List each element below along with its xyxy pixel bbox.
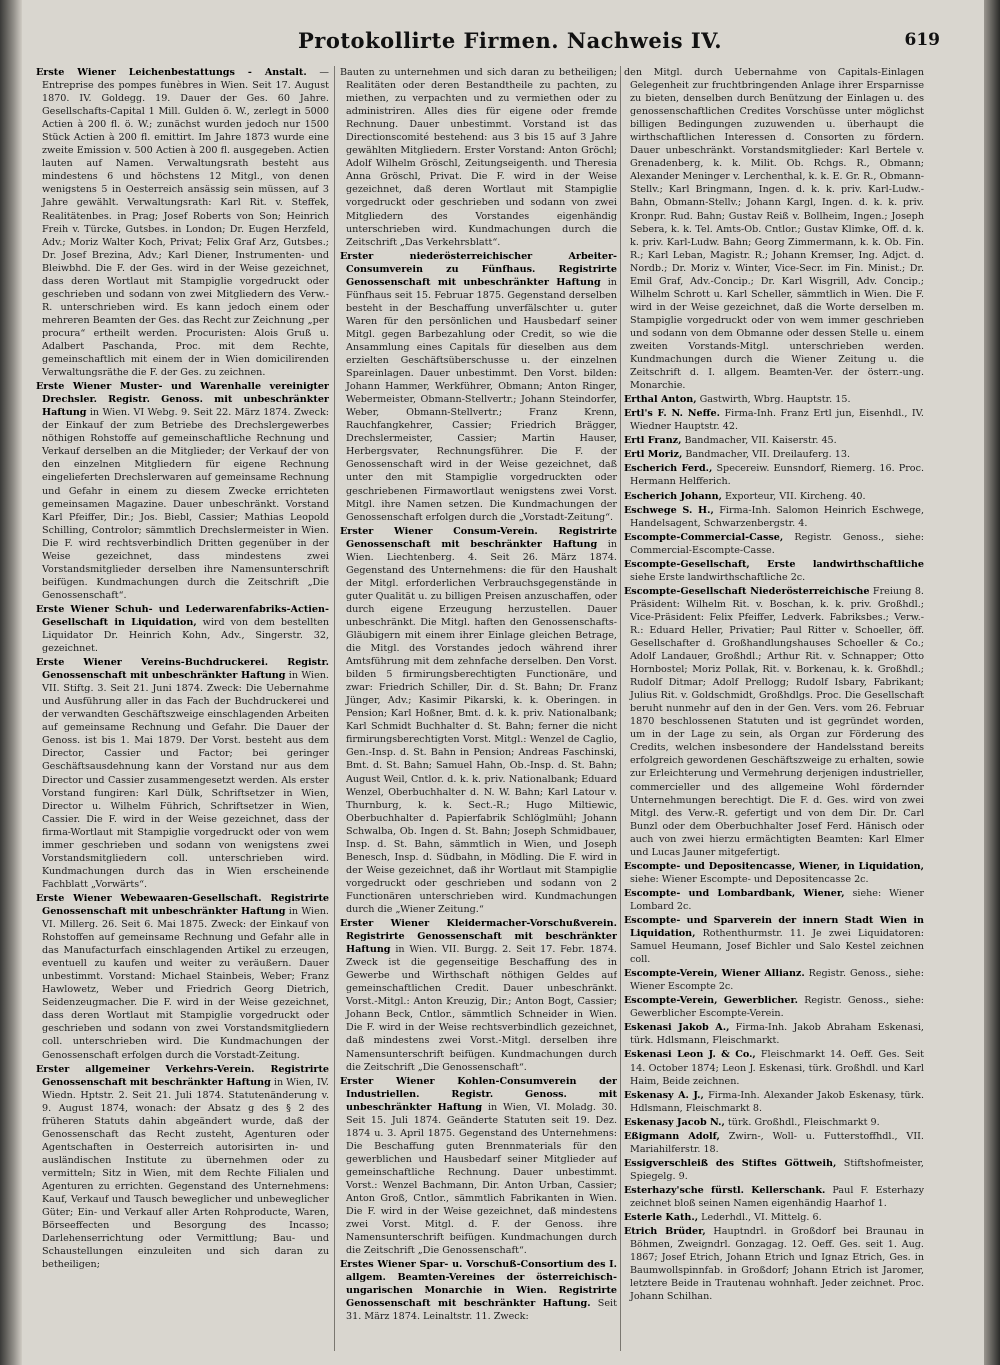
directory-entry bbox=[624, 860, 924, 886]
column-1 bbox=[36, 66, 329, 1356]
entry-heading: Eskenasi Jakob A., bbox=[624, 1022, 730, 1034]
entry-heading: Escompte- und Depositencasse, Wiener, in Liquidation, bbox=[624, 860, 924, 872]
directory-entry bbox=[624, 1225, 924, 1303]
directory-entry bbox=[624, 887, 924, 913]
entry-heading: Erste Wiener Schuh- und Lederwarenfabriks-Actien-Gesellschaft in Liquidation, bbox=[36, 603, 329, 628]
directory-entry bbox=[340, 66, 617, 249]
entry-heading: Ertl Moriz, bbox=[624, 449, 683, 461]
directory-entry bbox=[624, 967, 924, 993]
directory-entry bbox=[340, 1258, 617, 1323]
entry-heading: Escompte-Gesellschaft Niederösterreichische bbox=[624, 585, 870, 597]
entry-body: Firma-Inh. Franz Ertl jun, Eisenhdl., IV. Wiedner Hauptstr. 42. bbox=[630, 408, 924, 433]
entry-body: Registr. Genoss., siehe: Commercial-Escompte-Casse. bbox=[630, 531, 924, 556]
entry-body: Rothenthurmstr. 11. Je zwei Liquidatoren: Samuel Heumann, Josef Bichler und Salo Kestel zeichnen coll. bbox=[630, 928, 924, 966]
entry-heading: Esterle Kath., bbox=[624, 1212, 699, 1224]
directory-entry bbox=[624, 531, 924, 557]
directory-entry bbox=[624, 1021, 924, 1047]
entry-body: Bandmacher, VII. Kaiserstr. 45. bbox=[684, 435, 837, 447]
entry-body: siehe: Wiener Lombard 2c. bbox=[630, 887, 924, 912]
book-gutter-left bbox=[0, 0, 22, 1365]
directory-entry bbox=[624, 994, 924, 1020]
entry-heading: Erster Wiener Kleidermacher-Vorschußverein. Registrirte Genossenschaft mit beschränkter Haftung bbox=[340, 918, 617, 956]
entry-heading: Escompte-Gesellschaft, Erste landwirthschaftliche bbox=[624, 558, 924, 570]
entry-body: siehe Erste landwirthschaftliche 2c. bbox=[630, 571, 806, 583]
column-3 bbox=[624, 66, 924, 1356]
directory-entry bbox=[624, 393, 924, 406]
entry-body: Fleischmarkt 14. Oeff. Ges. Seit 14. October 1874; Leon J. Eskenasi, türk. Großhdl. und Karl Haim, Beide zeichnen. bbox=[630, 1049, 924, 1087]
directory-entry bbox=[36, 380, 329, 602]
directory-entry bbox=[624, 1211, 924, 1224]
entry-body: türk. Großhdl., Fleischmarkt 9. bbox=[727, 1116, 880, 1128]
entry-body: Lederhdl., VI. Mittelg. 6. bbox=[701, 1212, 822, 1224]
directory-entry bbox=[624, 462, 924, 488]
entry-heading: Escherich Johann, bbox=[624, 490, 722, 502]
directory-entry bbox=[624, 434, 924, 447]
directory-entry bbox=[624, 66, 924, 392]
entry-heading: Escompte-Verein, Gewerblicher. bbox=[624, 995, 799, 1007]
entry-body: in Wien, IV. Wiedn. Hptstr. 2. Seit 21. Juli 1874. Statutenänderung v. 9. August 1874, wonach: der Absatz g des § 2 des früheren Statuts dahin abgeändert wurde, daß der Genossenschaft das Recht zusteht, Agenturen oder Agentschaften in Oesterreich autorisirten in- und ausländischen Institute zu übernehmen oder zu vermitteln; Sitz in Wien, mit dem Rechte Filialen und Agenturen zu errichten. Gegenstand des Unternehmens: Kauf, Verkauf und Tausch beweglicher und unbeweglicher Güter; Ein- und Verkauf aller Arten Rohproducte, Waren, Börseeffecten und Besorgung des Incasso; Darlehenserrichtung oder Vermittlung; Bau- und Schaustellungen einzuleiten und sich daran zu betheiligen; bbox=[42, 1076, 329, 1271]
entry-heading: Erthal Anton, bbox=[624, 394, 697, 406]
directory-entry bbox=[624, 1048, 924, 1087]
book-gutter-right bbox=[984, 0, 1000, 1365]
entry-heading: Erster allgemeiner Verkehrs-Verein. Registrirte Genossenschaft mit beschränkter Haftung bbox=[36, 1063, 329, 1088]
directory-entry bbox=[624, 914, 924, 966]
directory-entry bbox=[340, 525, 617, 916]
directory-entry bbox=[624, 1089, 924, 1115]
directory-entry bbox=[624, 490, 924, 503]
entry-body: in Wien, VI. Moladg. 30. Seit 15. Juli 1874. Geänderte Statuten seit 19. Dez. 1874 u. 3. April 1875. Gegenstand des Unternehmens: Die Beschaffung guten Brennmaterials für den gewerblichen und Hausbedarf seiner Mitglieder auf gemeinschaftliche Rechnung. Dauer unbestimmt. Vorst.: Wenzel Bachmann, Dir. Anton Urban, Cassier; Anton Groß, Cntlor., sämmtlich Fabrikanten in Wien. Die F. wird in der Weise gezeichnet, daß mindestens zwei Vorst. Mitgl. d. F. der Genoss. ihre Namensunterschrift beifügen. Kundmachungen durch die Zeitschrift „Die Genossenschaft“. bbox=[346, 1101, 617, 1257]
entry-heading: Essigverschleiß des Stiftes Göttweih, bbox=[624, 1157, 837, 1169]
directory-entry bbox=[340, 1075, 617, 1258]
entry-body: Firma-Inh. Jakob Abraham Eskenasi, türk. Hdlsmann, Fleischmarkt. bbox=[630, 1022, 924, 1047]
entry-body: Firma-Inh. Alexander Jakob Eskenasy, türk. Hdlsmann, Fleischmarkt 8. bbox=[630, 1089, 924, 1114]
entry-heading: Escherich Ferd., bbox=[624, 463, 713, 475]
directory-entry bbox=[624, 504, 924, 530]
directory-entry bbox=[624, 558, 924, 584]
entry-heading: Eskenasy A. J., bbox=[624, 1089, 704, 1101]
column-divider bbox=[334, 66, 335, 1351]
directory-entry bbox=[36, 603, 329, 655]
page-title: Protokollirte Firmen. Nachweis IV. bbox=[298, 28, 723, 53]
entry-body: Specereiw. Eunsndorf, Riemerg. 16. Proc. Hermann Helfferich. bbox=[630, 463, 924, 488]
directory-entry bbox=[624, 1157, 924, 1183]
entry-body: Seit 31. März 1874. Leinaltstr. 11. Zweck: bbox=[346, 1298, 617, 1323]
entry-heading: Erster niederösterreichischer Arbeiter-Consumverein zu Fünfhaus. Registrirte Genossenschaft mit unbeschränkter Haftung bbox=[340, 250, 617, 288]
entry-body: wird von dem bestellten Liquidator Dr. Heinrich Kohn, Adv., Singerstr. 32, gezeichnet. bbox=[42, 616, 329, 655]
entry-body: Zwirn-, Woll- u. Futterstoffhdl., VII. Mariahilferstr. 18. bbox=[630, 1130, 924, 1155]
page-number: 619 bbox=[904, 30, 940, 50]
entry-heading: Etrich Brüder, bbox=[624, 1226, 706, 1238]
entry-body: Registr. Genoss., siehe: Wiener Escompte 2c. bbox=[630, 968, 924, 993]
entry-body: in Wien. VI. Millerg. 26. Seit 6. Mai 1875. Zweck: der Einkauf von Rohstoffen auf gemeinsame Rechnung und Gefahr alle in das Manufacturfach einschlagenden Artikel zu erzeugen, eventuell zu kaufen und weiter zu veräußern. Dauer unbestimmt. Vorstand: Michael Stainbeis, Weber; Franz Hawlowetz, Weber und Friedrich Georg Dietrich, Seidenzeugmacher. Die F. wird in der Weise gezeichnet, dass deren Wortlaut mit Stampiglie vorgedruckt oder geschrieben und sodann von zwei Vorstandsmitgliedern coll. unterschrieben wird. Die Kundmachungen der Genossenschaft erfolgen durch die Vorstadt-Zeitung. bbox=[42, 906, 329, 1061]
directory-entry bbox=[624, 407, 924, 433]
directory-entry bbox=[624, 1116, 924, 1129]
entry-body: Hauptndrl. in Großdorf bei Braunau in Böhmen, Zweigndrl. Gonzagag. 12. Oeff. Ges. seit 1. Aug. 1867; Josef Etrich, Johann Etrich und Ignaz Etrich, Ges. in Baumwollspinnfab. in Großdorf; Johann Etrich ist Jaromer, letztere Beide in Trautenau wohnhaft. Jeder zeichnet. Proc. Johann Schilhan. bbox=[630, 1226, 924, 1303]
entry-heading: Erste Wiener Webewaaren-Gesellschaft. Registrirte Genossenschaft mit unbeschränkter Haftung bbox=[36, 892, 329, 917]
entry-heading: Eskenasi Leon J. & Co., bbox=[624, 1049, 756, 1061]
entry-heading: Erste Wiener Vereins-Buchdruckerei. Registr. Genossenschaft mit unbeschränkter Haftung bbox=[36, 657, 329, 682]
entry-body: Registr. Genoss., siehe: Gewerblicher Escompte-Verein. bbox=[630, 995, 924, 1020]
entry-body: Bandmacher, VII. Dreilauferg. 13. bbox=[685, 449, 851, 461]
entry-heading: Escompte- und Lombardbank, Wiener, bbox=[624, 887, 845, 899]
directory-entry bbox=[340, 917, 617, 1074]
entry-body: in Wien. VII. Stiftg. 3. Seit 21. Juni 1874. Zweck: Die Uebernahme und Ausführung aller in das Fach der Buchdruckerei und der verwandten Geschäftszweige einschlagenden Arbeiten auf gemeinsame Rechnung und Gefahr. Die Dauer der Genoss. ist bis 1. Mai 1879. Der Vorst. besteht aus dem Director, Cassier und Factor; bei geringer Geschäftsausdehnung kann der Vorstand nur aus dem Director und Cassier zusammengesetzt werden. Als erster Vorstand fungiren: Karl Dülk, Schriftsetzer in Wien, Director u. Wilhelm Führich, Schriftsetzer in Wien, Cassier. Die F. wird in der Weise gezeichnet, dass der firma-Wortlaut mit Stampiglie vorgedruckt oder von wem immer geschrieben und sodann von wenigstens zwei Vorstandsmitgliedern coll. unterschrieben wird. Kundmachungen durch das in Wien erscheinende Fachblatt „Vorwärts“. bbox=[42, 670, 329, 890]
entry-body: Freiung 8. Präsident: Wilhelm Rit. v. Boschan, k. k. priv. Großhdl.; Vice-Präsident: Felix Pfeiffer, Ledverk. Fabriksbes.; Verw.-R.: Eduard Heller, Privatier; Paul Ritter v. Schoeller, öff. Gesellschafter d. Großhandlungshauses Schoeller & Co.; Adolf Landauer, Großhdl.; Arthur Rit. v. Schnapper; Otto Hornbostel; Moriz Pollak, Rit. v. Borkenau, k. k. Großhdl.; Rudolf Ditmar; Adolf Prellogg; Rudolf Isbary, Fabrikant; Julius Rit. v. Goldschmidt, Großhdlgs. Proc. Die Gesellschaft beruht nunmehr auf den in der Gen. Vers. vom 26. Februar 1870 beschlossenen Statuten und ist gegründet worden, um in der Lage zu sein, als Organ zur Förderung des Credits, welchen insbesondere der Handelsstand bereits erfolgreich gewordenen Geschäftszweige zu erhalten, sowie zur Erleichterung und Vermehrung derjenigen industrieller, commercieller und des allgemeine Wohl fördernder Unternehmungen berechtigt. Die F. d. Ges. wird von zwei Mitgl. des Verw.-R. gefertigt und von dem Dir. Dr. Carl Bunzl oder dem Oberbuchhalter Josef Ferd. Hänisch oder auch von zwei hierzu ermächtigten Beamten: Karl Elmer und Lucas Jauner mitgefertigt. bbox=[630, 585, 924, 858]
entry-body: in Fünfhaus seit 15. Februar 1875. Gegenstand derselben besteht in der Beschaffung unverfälschter u. guter Waren für den persönlichen und Hausbedarf seiner Mitgl. gegen Barbezahlung oder Credit, so wie die Ansammlung eines Capitals für dieselben aus dem erzielten Geschäftsüberschusse u. der einzelnen Spareinlagen. Dauer unbestimmt. Den Vorst. bilden: Johann Hammer, Werkführer, Obmann; Anton Ringer, Webermeister, Obmann-Stellvertr.; Johann Steindorfer, Weber, Obmann-Stellvertr.; Franz Krenn, Rauchfangkehrer, Cassier; Friedrich Brägger, Drechslermeister, Cassier; Martin Hauser, Herbergsvater, Rechnungsführer. Die F. der Genossenschaft wird in der Weise gezeichnet, daß unter den mit Stampiglie vorgedruckten oder geschriebenen Firmawortlaut wenigstens zwei Vorst. Mitgl. ihre Namen setzen. Die Kundmachungen der Genossenschaft erfolgen durch die „Vorstadt-Zeitung“. bbox=[346, 276, 617, 523]
entry-body: Exporteur, VII. Kircheng. 40. bbox=[724, 490, 866, 502]
entry-body: in Wien. Liechtenberg. 4. Seit 26. März 1874. Gegenstand des Unternehmens: die für den Haushalt der Mitgl. erforderlichen Verbrauchsgegenstände in guter Qualität u. zu billigen Preisen anzuschaffen, oder durch eigene Erzeugung herzustellen. Dauer unbeschränkt. Die Mitgl. haften den Genossenschafts-Gläubigern mit einem ihrer Einlage gleichen Betrage, die Mitgl. des Vorstandes jedoch während ihrer Amtsführung mit dem zehnfache derselben. Den Vorst. bilden 5 firmirungsberechtigten Functionäre, und zwar: Friedrich Schiller, Dir. d. St. Bahn; Dr. Franz Jünger, Adv.; Kasimir Pikarski, k. k. Oberingen. in Pension; Karl Hoßner, Bmt. d. k. k. priv. Nationalbank; Karl Schmidt Buchhalter d. St. Bahn; ferner die nicht firmirungsberechtigten Vorst. Mitgl.: Wenzel de Caglio, Gen.-Insp. d. St. Bahn in Pension; Andreas Faschinski, Bmt. d. St. Bahn; Samuel Hahn, Ob.-Insp. d. St. Bahn; August Weil, Cntlor. d. k. k. priv. Nationalbank; Eduard Wenzel, Oberbuchhalter d. N. W. Bahn; Karl Latour v. Thurnburg, k. k. Sect.-R.; Hugo Miltiewic, Oberbuchhalter d. Papierfabrik Schlöglmühl; Johann Schwalba, Ob. Ingen d. St. Bahn; Joseph Schmidbauer, Insp. d. St. Bahn, sämmtlich in Wien, und Joseph Benesch, Insp. d. Südbahn, in Mödling. Die F. wird in der Weise gezeichnet, daß ihr Wortlaut mit Stampiglie vorgedruckt oder geschrieben und sodann von 2 Functionären unterschrieben wird. Kundmachungen durch die „Wiener Zeitung.“ bbox=[346, 538, 617, 915]
entry-heading: Eskenasy Jacob N., bbox=[624, 1116, 725, 1128]
directory-entry bbox=[624, 448, 924, 461]
directory-entry bbox=[340, 250, 617, 524]
entry-heading: Esterhazy'sche fürstl. Kellerschank. bbox=[624, 1184, 826, 1196]
column-divider bbox=[620, 66, 621, 1351]
entry-heading: Erster Wiener Consum-Verein. Registrirte Genossenschaft mit beschränkter Haftung bbox=[340, 525, 617, 550]
directory-entry bbox=[36, 66, 329, 379]
directory-entry bbox=[624, 1130, 924, 1156]
entry-heading: Erste Wiener Leichenbestattungs - Anstalt. bbox=[36, 67, 307, 78]
entry-heading: Eschwege S. H., bbox=[624, 504, 714, 516]
entry-body: in Wien. VI Webg. 9. Seit 22. März 1874. Zweck: der Einkauf der zum Betriebe des Drechslergewerbes nöthigen Rohstoffe auf gemeinschaftliche Rechnung und Verkauf derselben an die Mitglieder; der Verkauf der von den einzelnen Mitgliedern für eigene Rechnung eingelieferten Drechslerwaren auf gemeinsame Rechnung und Gefahr in einem zu diesem Zwecke errichteten gemeinsamen Magazine. Dauer unbeschränkt. Vorstand Karl Pfeiffer, Dir.; Jos. Biebl, Cassier; Mathias Leopold Schilling, Controlor; sämmtlich Drechslermeister in Wien. Die F. wird rechtsverbindlich Dritten gegenüber in der Weise gezeichnet, dass mindestens zwei Vorstandsmitglieder derselben ihre Namensunterschrift beifügen. Kundmachungen durch die Zeitschrift „Die Genossenschaft“. bbox=[42, 407, 329, 601]
entry-body: Gastwirth, Wbrg. Hauptstr. 15. bbox=[699, 394, 851, 406]
entry-body: Bauten zu unternehmen und sich daran zu betheiligen; Realitäten oder deren Bestandtheile zu pachten, zu miethen, zu verpachten und zu vermiethen oder zu administriren. Alles dies für eigene oder fremde Rechnung. Dauer unbestimmt. Vorstand ist das Directionscomité bestehend: aus 3 bis 15 auf 3 Jahre gewählten Mitgliedern. Erster Vorstand: Anton Gröchl; Adolf Wilhelm Gröschl, Zeitungseigenth. und Theresia Anna Gröschl, Privat. Die F. wird in der Weise gezeichnet, daß deren Wortlaut mit Stampiglie vorgedruckt oder geschrieben und sodann von zwei Mitgliedern des Vorstandes eigenhändig unterschrieben wird. Kundmachungen durch die Zeitschrift „Das Verkehrsblatt“. bbox=[340, 67, 617, 248]
entry-body: Firma-Inh. Salomon Heinrich Eschwege, Handelsagent, Schwarzenbergstr. 4. bbox=[630, 504, 924, 529]
entry-heading: Ertl's F. N. Neffe. bbox=[624, 408, 720, 420]
entry-heading: Escompte-Commercial-Casse, bbox=[624, 531, 784, 543]
entry-heading: Erste Wiener Muster- und Warenhalle vereinigter Drechsler. Registr. Genoss. mit unbeschränkter Haftung bbox=[36, 381, 329, 419]
directory-entry bbox=[624, 1184, 924, 1210]
entry-heading: Erstes Wiener Spar- u. Vorschuß-Consortium des I. allgem. Beamten-Vereines der österreichisch-ungarischen Monarchie in Wien. Registrirte Genossenschaft mit beschränkter Haftung. bbox=[340, 1259, 617, 1310]
directory-entry bbox=[36, 656, 329, 891]
column-2 bbox=[340, 66, 617, 1356]
entry-body: Stiftshofmeister, Spiegelg. 9. bbox=[630, 1157, 924, 1182]
entry-heading: Erster Wiener Kohlen-Consumverein der Industriellen. Registr. Genoss. mit unbeschränkter Haftung bbox=[340, 1075, 617, 1113]
directory-entry bbox=[36, 1063, 329, 1272]
entry-heading: Escompte-Verein, Wiener Allianz. bbox=[624, 968, 805, 980]
entry-body: Paul F. Esterhazy zeichnet bloß seinen Namen eigenhändig Haarhof 1. bbox=[630, 1184, 924, 1209]
entry-body: in Wien. VII. Burgg. 2. Seit 17. Febr. 1874. Zweck ist die gegenseitige Beschaffung des in Gewerbe und Wirthschaft nöthigen Geldes auf gemeinschaftlichen Credit. Dauer unbeschränkt. Vorst.-Mitgl.: Anton Kreuzig, Dir.; Anton Bogt, Cassier; Johann Beck, Cntlor., sämmtlich Schneider in Wien. Die F. wird in der Weise rechtsverbindlich gezeichnet, daß mindestens zwei Vorst.-Mitgl. derselben ihre Namensunterschrift beifügen. Kundmachungen durch die Zeitschrift „Die Genossenschaft“. bbox=[346, 944, 617, 1073]
page-header bbox=[40, 28, 940, 56]
entry-heading: Eßigmann Adolf, bbox=[624, 1130, 720, 1142]
entry-body: den Mitgl. durch Uebernahme von Capitals-Einlagen Gelegenheit zur fruchtbringenden Anlage ihrer Ersparnisse zu bieten, denselben durch Benützung der Einlagen u. des genossenschaftlichen Credites Vorschüsse unter möglichst billigen Bedingungen zuzuwenden u. überhaupt die wirthschaftlichen Interessen d. Consorten zu fördern. Dauer unbeschränkt. Vorstandsmitglieder: Karl Bertele v. Grenadenberg, k. k. Milit. Ob. Rchgs. R., Obmann; Alexander Meninger v. Lerchenthal, k. k. E. Gr. R., Obmann-Stellv.; Karl Bringmann, Ingen. d. k. k. priv. Karl-Ludw.-Bahn, Obmann-Stellv.; Johann Kargl, Ingen. d. k. k. priv. Kronpr. Rud. Bahn; Gustav Reiß v. Bollheim, Ingen.; Joseph Sebera, k. k. Tel. Amts-Ob. Cntlor.; Gustav Klimke, Off. d. k. k. priv. Karl-Ludw. Bahn; Georg Zimmermann, k. k. Ob. Fin. R.; Karl Leban, Magistr. R.; Johann Kremser, Ing. Adjct. d. Nordb.; Dr. Moriz v. Winter, Vice-Secr. im Fin. Minist.; Dr. Emil Graf, Adv.-Concip.; Dr. Karl Wisgrill, Adv. Concip.; Wilhelm Schrott u. Karl Scheller, sämmtlich in Wien. Die F. wird in der Weise gezeichnet, daß die Worte derselben m. Stampiglie vorgedruckt oder von wem immer geschrieben und sodann von dem Obmanne oder dessen Stelle u. einem zweiten Vorstands-Mitgl. unterschrieben werden. Kundmachungen durch die Wiener Zeitung u. die Zeitschrift d. I. allgem. Beamten-Ver. der österr.-ung. Monarchie. bbox=[624, 67, 924, 392]
entry-body: — Entreprise des pompes funèbres in Wien. Seit 17. August 1870. IV. Goldegg. 19. Dauer der Ges. 60 Jahre. Gesellschafts-Capital 1 Mill. Gulden ö. W., zerlegt in 5000 Actien à 200 fl. ö. W.; zunächst wurden jedoch nur 1500 Stück Actien à 200 fl. emittirt. Im Jahre 1873 wurde eine zweite Emission v. 500 Actien à 200 fl. ausgegeben. Actien lauten auf Namen. Verwaltungsrath besteht aus mindestens 6 und höchstens 12 Mitgl., von denen wenigstens 5 in Oesterreich ansässig sein müssen, auf 3 Jahre gewählt. Verwaltungsrath: Karl Rit. v. Steffek, Realitätenbes. in Prag; Josef Roberts von Son; Heinrich Freih v. Türcke, Gutsbes. in London; Dr. Eugen Herzfeld, Adv.; Moriz Walter Koch, Privat; Felix Graf Arz, Gutsbes.; Dr. Josef Brezina, Adv.; Karl Diener, Instrumenten- und Bleiwbhd. Die F. der Ges. wird in der Weise gezeichnet, dass deren Wortlaut mit Stampiglie vorgedruckt oder geschrieben und sodann von zwei Mitgliedern des Verw.-R. unterschrieben wird. Es kann jedoch einem oder mehreren Beamten der Ges. das Recht zur Zeichnung „per procura“ ertheilt werden. Procuristen: Alois Gruß u. Adalbert Paschanda, Proc. mit dem Rechte, gemeinschaftlich mit einem der in Wien domicilirenden Verwaltungsräthe die F. der Ges. zu zeichnen. bbox=[42, 67, 329, 379]
directory-entry bbox=[624, 585, 924, 859]
entry-body: siehe: Wiener Escompte- und Depositencasse 2c. bbox=[630, 873, 869, 885]
directory-entry bbox=[36, 892, 329, 1062]
entry-heading: Escompte- und Sparverein der innern Stadt Wien in Liquidation, bbox=[624, 915, 924, 940]
entry-heading: Ertl Franz, bbox=[624, 435, 682, 447]
